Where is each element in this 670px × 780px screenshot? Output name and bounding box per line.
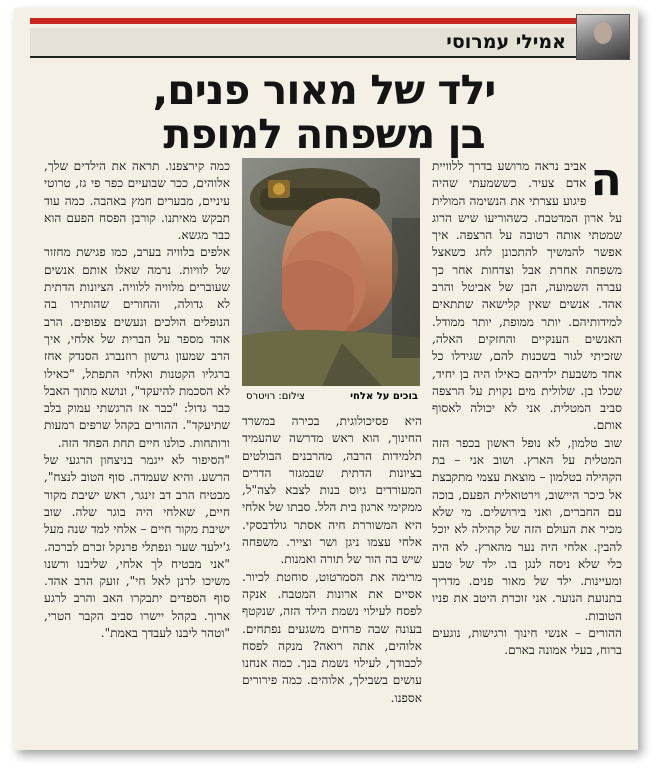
paragraph: "הסיפור לא ייגמר בניצחון הרגעי של הרשע. והיא שעמדה. סוף הטוב לנצח", מבטיח הרב דב זינגר, ראש ישיבת מקור חיים, שאלחי היה בוגר שלה. שוב ישיבת מקור חיים – אלחי למד שנה מעל ג'ילעד שער ונפתלי פרנקל זכרם לברכה. "אני מבטיח לך אלחי, שליבנו ורשנו משיכו לרנן לאל חי", זועק הרב אהד. סוף הספדים יתבקרו האב והרב לרגע ארוך. בקהל יישרו סביב הקבר הטרי, "וטהר ליבנו לעבדך באמת". xyxy=(44,453,230,641)
paragraph: היא פסיכולוגית, בכירה במשרד החינוך, הוא ראש מדרשה שהעמיד תלמידות הרבה, מהרבנים הבולטים בציונות הדתית שבמגזר הדרים המעורדים גיוס בנות לצבא לצה"ל, ממקימי ארגון בית הלל. סבתו של אלחי היא המשוררת חיה אסתר גולדבסקי. אלחי עצמו ניגן ושר וצייר. משפחה שיש בה הור של תורה ואמנות. xyxy=(242,414,422,567)
article-column-1 xyxy=(432,152,622,660)
paragraph: אביב נראה מרושע בדרך ללוויית אדם צעיר. כששמעתי שהיה פיגוע עצרתי את הנשימה המולית על ארון המדטבח. כשהוריעו שיש הרוג שמטתי אותה רטובה על הרצפה. איך אפשר להמשיך להתכונן לחג כשאצל משפחה אחרת אבל וצדחות אחר כך עברה השמועה, הבן של אביטל והרב אהד. אנשים שאין קלישאה שתתאים למידותיהם. יותר ממופת, יותר ממודל. האנשים הענקיים והחזקים האלה, שזכיתי לגור בשכנות להם, שגידלו כל אחד משבעת ילדיהם כאילו היה בן יחיד, שכלו בן. שלולית מים נקוית על הרצפה סביב המטלית. אני לא יכולה לאסוף אותם. xyxy=(432,159,622,433)
news-photo-crying-soldier xyxy=(242,158,420,386)
paragraph: כמה קירצפנו. תראה את הילדים שלך, אלוהים, ככר שבועיים כפר פי גז, טרוטי עיניים, מבערים חמץ באהבה. כמה עוד תבקש מאיתנו. קורבן הפסח הפעם הוא כבר מגשא. xyxy=(44,159,230,243)
newspaper-clipping xyxy=(14,8,638,750)
headline xyxy=(44,68,604,156)
photo-caption xyxy=(242,388,420,406)
author-photo xyxy=(576,14,630,60)
author-name: אמילי עמרוסי xyxy=(446,31,566,53)
paragraph: אלפים בלוויה בערב, כמו פגישת מחזור של לוויות. נרמה שאלו אותם אנשים שעוברים מלוויה ללוויה. הציונות הדתית לא גדולה, והחורים שהותירו בה הנופלים הולכים ונעשים צפופים. הרב אהד מספר על הברית של אלחי, איך הרב שמעון גרשון רוזנברג הסנדק אחז ברגליו הקטנות ואלחי התפתל, "כאילו לא הסכמת להיעקד", ונושא מתוך האבל כבר גדול: "כבר אז הרגשתי עמוק בלב שתיעקד". ההורים בקהל שרפים רמעות ורותחות. כולנו חיים תחת הפחד הזה. xyxy=(44,245,230,450)
paragraph: מרימה את הסמרטוט, סוחטת לכיור. אסיים את ארונות המטבח. אנקה לפסח לעילוי נשמת הילד הזה, שנקטף בעונה שבה פרחים משגעים נפתחים. אלוהים, אתה רואה? מנקה לפסח לכבודך, לעילוי נשמת בנך. כמה אנחנו עושים בשבילך, אלוהים. כמה פירורים אספנו. xyxy=(242,569,422,705)
caption-text: בוכים על אלחי xyxy=(350,391,418,402)
red-top-bar xyxy=(30,18,576,24)
article-column-2 xyxy=(242,413,422,707)
byline-bar xyxy=(30,28,576,58)
drop-cap: ה xyxy=(590,152,622,206)
photo-illustration xyxy=(242,158,420,386)
headline-line-1: ילד של מאור פנים, xyxy=(152,66,496,114)
headline-line-2: בן משפחה למופת xyxy=(163,110,485,158)
photo-credit: צילום: רויטרס xyxy=(246,391,305,402)
paragraph: שוב טלמון, לא נופל ראשון בכפר הזה המטלית על הארץ. ושוב אני – בת הקהילה בטלמון – מוצאת עצמי מתקבצת אל כיכר היישוב, וירטואלית הפעם, בוכה עם החברים, ואני בירושלים. מי שלא מכיר את העולם הזה של קהילה לא יוכל להבין. אלחי היה נער מהארץ. לא היה כלי שלא ניסה לנגן בו. ילד של טבע ומעיינות. ילד של מאור פנים. מדריך בתנועת הנוער. אני זוכרת היטב את פניו הטובות. xyxy=(432,435,622,623)
article-column-3 xyxy=(44,158,230,642)
paragraph: ההורים – אנשי חינוך ורגישות, נוגעים ברוח, בעלי אמונה בארם. xyxy=(432,626,622,658)
